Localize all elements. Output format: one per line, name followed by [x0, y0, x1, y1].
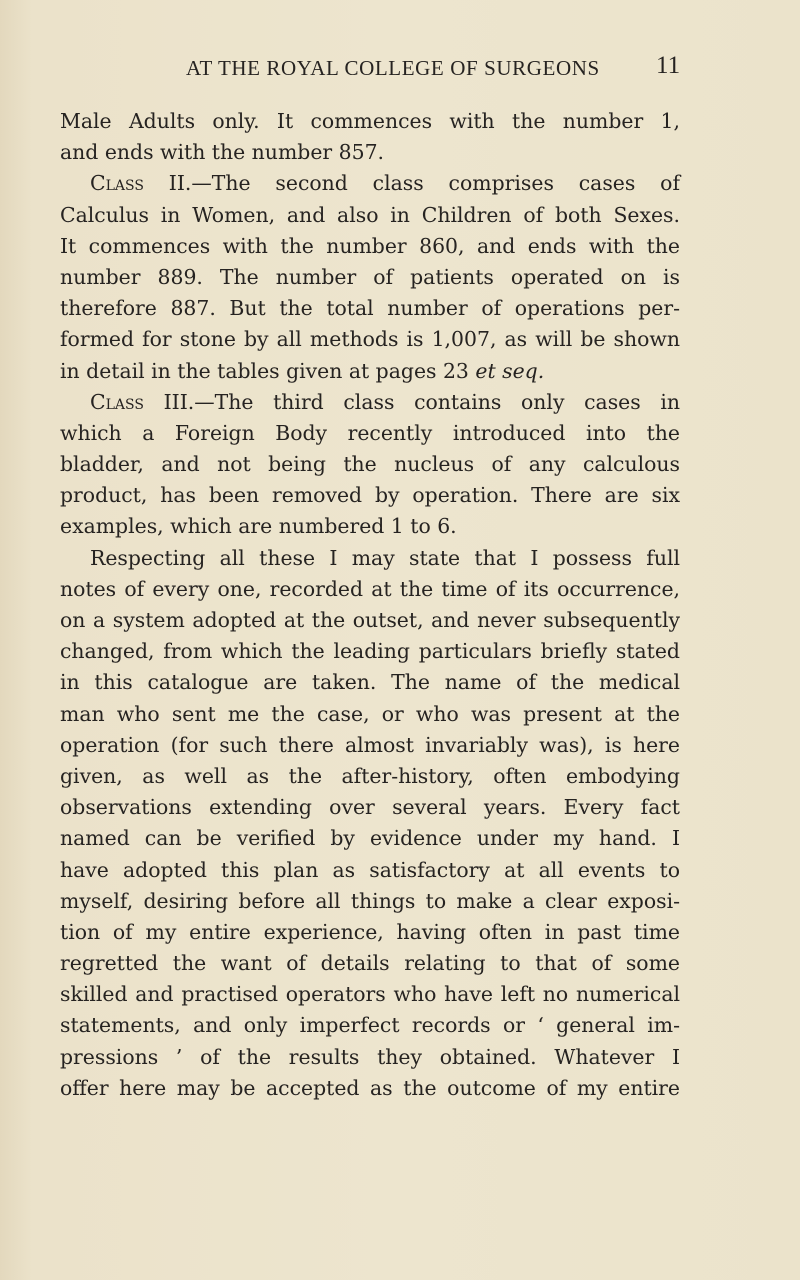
text-line: statements, and only imperfect records or ‘ general im-	[60, 1013, 680, 1038]
text-line: in detail in the tables given at pages 23 et seq.	[60, 358, 545, 383]
text-line: product, has been removed by operation. There are six	[60, 483, 680, 508]
text-line: have adopted this plan as satisfactory at all events to	[60, 857, 680, 882]
body-text	[60, 106, 680, 1104]
text-line: operation (for such there almost invariably was), is here	[60, 732, 680, 757]
text-line: changed, from which the leading particulars briefly stated	[60, 639, 680, 664]
text-line: therefore 887. But the total number of operations per-	[60, 296, 680, 321]
text-line: tion of my entire experience, having often in past time	[60, 919, 680, 944]
text-line: number 889. The number of patients operated on is	[60, 264, 680, 289]
text-line: regretted the want of details relating to that of some	[60, 951, 680, 976]
text-line: which a Foreign Body recently introduced into the	[60, 420, 680, 445]
text-line: examples, which are numbered 1 to 6.	[60, 514, 457, 539]
text-line: observations extending over several years. Every fact	[60, 795, 680, 820]
text-line: Class III.—The third class contains only cases in	[90, 389, 680, 414]
class-heading: Class	[90, 389, 144, 414]
text-line: Respecting all these I may state that I possess full	[90, 545, 680, 570]
running-header: AT THE ROYAL COLLEGE OF SURGEONS	[186, 56, 600, 80]
text-line: Calculus in Women, and also in Children of both Sexes.	[60, 202, 680, 227]
text-line: Class II.—The second class comprises cases of	[90, 171, 680, 196]
text-line: bladder, and not being the nucleus of any calculous	[60, 452, 680, 477]
text-line: man who sent me the case, or who was present at the	[60, 701, 680, 726]
text-line: offer here may be accepted as the outcome of my entire	[60, 1075, 680, 1100]
page-number: 11	[656, 52, 681, 79]
text-line: Male Adults only. It commences with the number 1,	[60, 109, 680, 133]
text-line: given, as well as the after-history, often embodying	[60, 763, 680, 788]
class-heading: Class	[90, 171, 144, 196]
text-line: It commences with the number 860, and ends with the	[60, 233, 680, 258]
text-line: named can be verified by evidence under my hand. I	[60, 826, 680, 851]
text-line: pressions ’ of the results they obtained. Whatever I	[60, 1044, 680, 1069]
text-line: formed for stone by all methods is 1,007, as will be shown	[60, 327, 680, 352]
text-line: on a system adopted at the outset, and never subsequently	[60, 608, 680, 632]
text-line: notes of every one, recorded at the time of its occurrence,	[60, 576, 680, 601]
text-line: skilled and practised operators who have left no numerical	[60, 982, 680, 1007]
text-line: in this catalogue are taken. The name of the medical	[60, 670, 680, 695]
text-line: and ends with the number 857.	[60, 140, 385, 165]
text-line: myself, desiring before all things to make a clear exposi-	[60, 888, 680, 913]
italic-reference: et seq.	[475, 358, 545, 383]
